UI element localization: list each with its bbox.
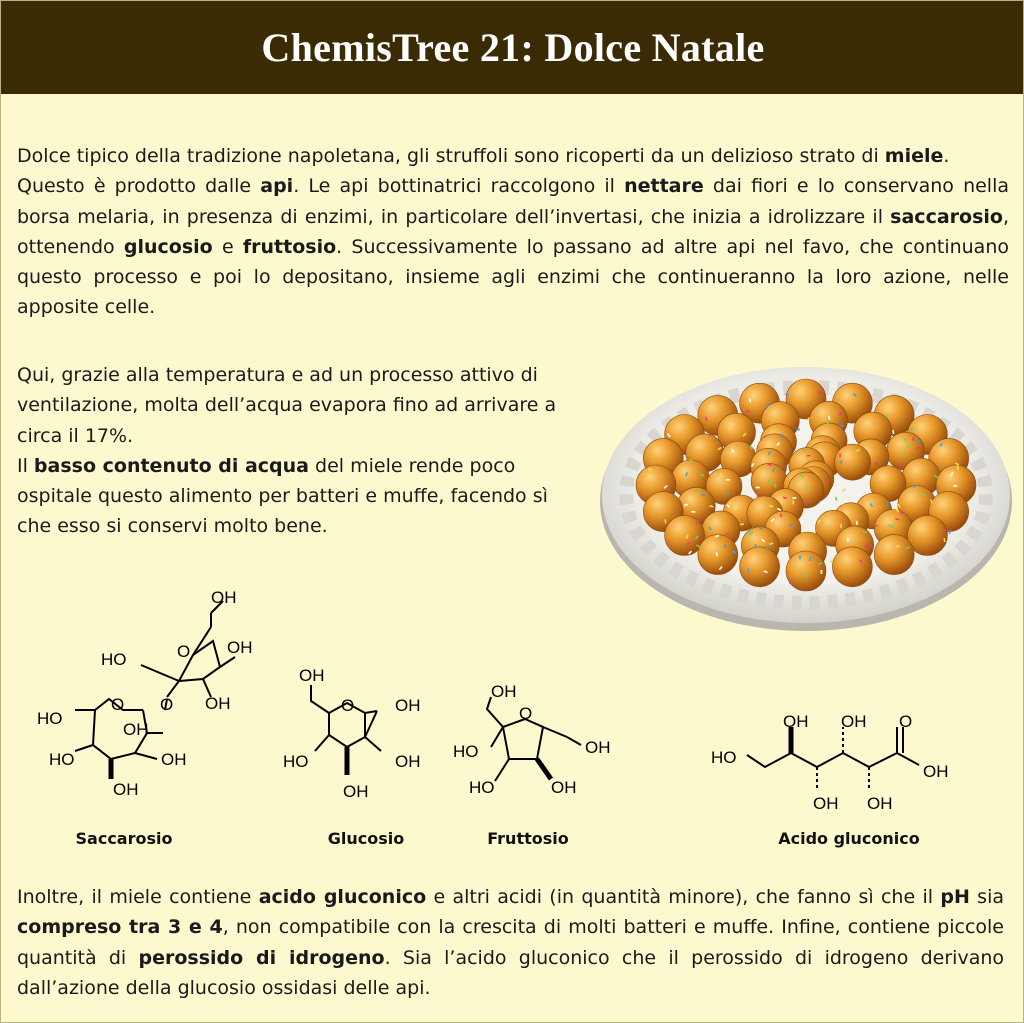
sprinkle <box>821 570 823 574</box>
svg-text:HO: HO <box>283 752 309 771</box>
caption-glucosio: Glucosio <box>327 829 405 848</box>
svg-text:OH: OH <box>227 638 253 657</box>
svg-text:OH: OH <box>923 762 949 781</box>
struffolo-ball <box>786 551 826 591</box>
svg-text:OH: OH <box>585 738 611 757</box>
acids-paragraph <box>17 882 1004 1003</box>
svg-text:OH: OH <box>113 780 139 799</box>
svg-text:O: O <box>899 712 913 731</box>
bold-miele: miele <box>884 145 944 167</box>
caption-fruttosio: Fruttosio <box>487 829 569 848</box>
bold-saccarosio: saccarosio <box>890 205 1003 228</box>
sprinkle <box>839 453 841 457</box>
sprinkle <box>907 446 911 448</box>
svg-text:HO: HO <box>469 778 495 797</box>
struffoli-photo <box>597 353 1015 643</box>
water-paragraph <box>17 360 587 542</box>
bold-nettare: nettare <box>624 175 704 198</box>
sprinkle <box>789 582 793 584</box>
svg-text:O: O <box>519 704 533 723</box>
sprinkle <box>793 500 795 504</box>
text-span: . Sia l’acido gluconico che il perossido di idrogeno derivano dall’azione della glucosio ossidasi delle api. <box>17 946 1005 999</box>
svg-text:HO: HO <box>101 650 127 669</box>
svg-text:OH: OH <box>841 712 867 731</box>
sprinkle <box>756 487 760 489</box>
glucosio-structure <box>277 655 437 805</box>
fruttosio-structure <box>447 675 627 805</box>
sprinkle <box>725 534 729 536</box>
struffolo-ball <box>698 535 738 575</box>
svg-text:OH: OH <box>211 588 237 607</box>
svg-text:HO: HO <box>49 750 75 769</box>
saccarosio-structure <box>15 579 275 811</box>
bold-api: api <box>260 175 294 198</box>
text-span: Questo è prodotto dalle <box>17 175 261 198</box>
page-title: ChemisTree 21: Dolce Natale <box>261 25 765 70</box>
svg-text:OH: OH <box>783 712 809 731</box>
text-span: del miele rende poco ospitale questo alimento per batteri e muffe, facendo sì che esso si conservi molto bene. <box>17 454 548 538</box>
text-span: Il <box>17 454 34 477</box>
text-span: Inoltre, il miele contiene <box>17 886 259 908</box>
sprinkle <box>728 428 732 430</box>
struffolo-ball <box>832 547 872 587</box>
text-span: , non compatibile con la crescita di molti batteri e muffe. Infine, contiene piccole quantità di <box>17 916 1004 969</box>
sprinkle <box>691 511 695 513</box>
text-span: . Successivamente lo passano ad altre api nel favo, che continuano questo processo e poi lo depositano, insieme agli enzimi che continueranno la loro azione, nelle apposite celle. <box>17 235 1009 319</box>
bold-glucosio: glucosio <box>123 235 213 258</box>
struffolo-ball <box>740 547 780 587</box>
sprinkle <box>695 490 699 492</box>
sprinkle <box>953 485 957 487</box>
text-span: dai fiori e lo conservano nella borsa melaria, in presenza di enzimi, in particolare dell’invertasi, che inizia a idrolizzare il <box>17 175 1009 228</box>
struffolo-ball <box>874 535 914 575</box>
sprinkle <box>755 544 757 548</box>
svg-text:OH: OH <box>395 696 421 715</box>
sprinkle <box>726 479 730 481</box>
text-span: , ottenendo <box>17 205 1009 258</box>
bold-acido-gluconico: acido gluconico <box>258 886 427 908</box>
sprinkle <box>913 437 915 441</box>
caption-saccarosio: Saccarosio <box>75 829 173 848</box>
text-span: Dolce tipico della tradizione napoletana, gli struffoli sono ricoperti da un delizioso strato di <box>17 145 885 167</box>
svg-text:O: O <box>177 642 191 661</box>
svg-text:OH: OH <box>299 666 325 685</box>
bold-basso-contenuto: basso contenuto di acqua <box>33 454 310 477</box>
sprinkle <box>887 502 889 506</box>
svg-text:O: O <box>341 696 355 715</box>
svg-text:HO: HO <box>37 709 63 728</box>
text-span: . Le api bottinatrici raccolgono il <box>293 175 625 198</box>
svg-text:OH: OH <box>395 752 421 771</box>
text-span: Qui, grazie alla temperatura e ad un processo attivo di ventilazione, molta dell’acqua evapora fino ad arrivare a circa il 17%. <box>17 364 557 447</box>
bold-perossido: perossido di idrogeno <box>138 946 385 969</box>
sprinkle <box>840 524 842 528</box>
text-span: e <box>212 235 243 258</box>
bold-ph: pH <box>940 886 970 908</box>
acido-gluconico-structure <box>705 703 985 815</box>
title-banner <box>1 1 1024 94</box>
sprinkle <box>789 524 793 526</box>
text-span: e altri acidi (in quantità minore), che fanno sì che il <box>426 886 941 908</box>
svg-text:OH: OH <box>491 682 517 701</box>
svg-text:OH: OH <box>813 794 839 813</box>
struffolo-ball <box>835 444 871 480</box>
svg-text:OH: OH <box>551 778 577 797</box>
sprinkle <box>701 494 705 496</box>
text-span: . <box>943 145 950 167</box>
svg-text:OH: OH <box>123 720 149 739</box>
bold-fruttosio: fruttosio <box>242 235 337 258</box>
svg-text:OH: OH <box>867 794 893 813</box>
svg-text:OH: OH <box>161 750 187 769</box>
svg-text:HO: HO <box>453 742 479 761</box>
bold-range: compreso tra 3 e 4 <box>17 916 223 939</box>
svg-text:HO: HO <box>711 748 737 767</box>
text-span: sia <box>969 886 1005 908</box>
svg-text:O: O <box>111 695 125 714</box>
svg-text:OH: OH <box>343 782 369 801</box>
sprinkle <box>840 461 842 465</box>
intro-paragraph <box>17 141 1009 323</box>
svg-text:OH: OH <box>205 694 231 713</box>
caption-acido-gluconico: Acido gluconico <box>778 829 920 848</box>
svg-text:O: O <box>160 695 174 714</box>
